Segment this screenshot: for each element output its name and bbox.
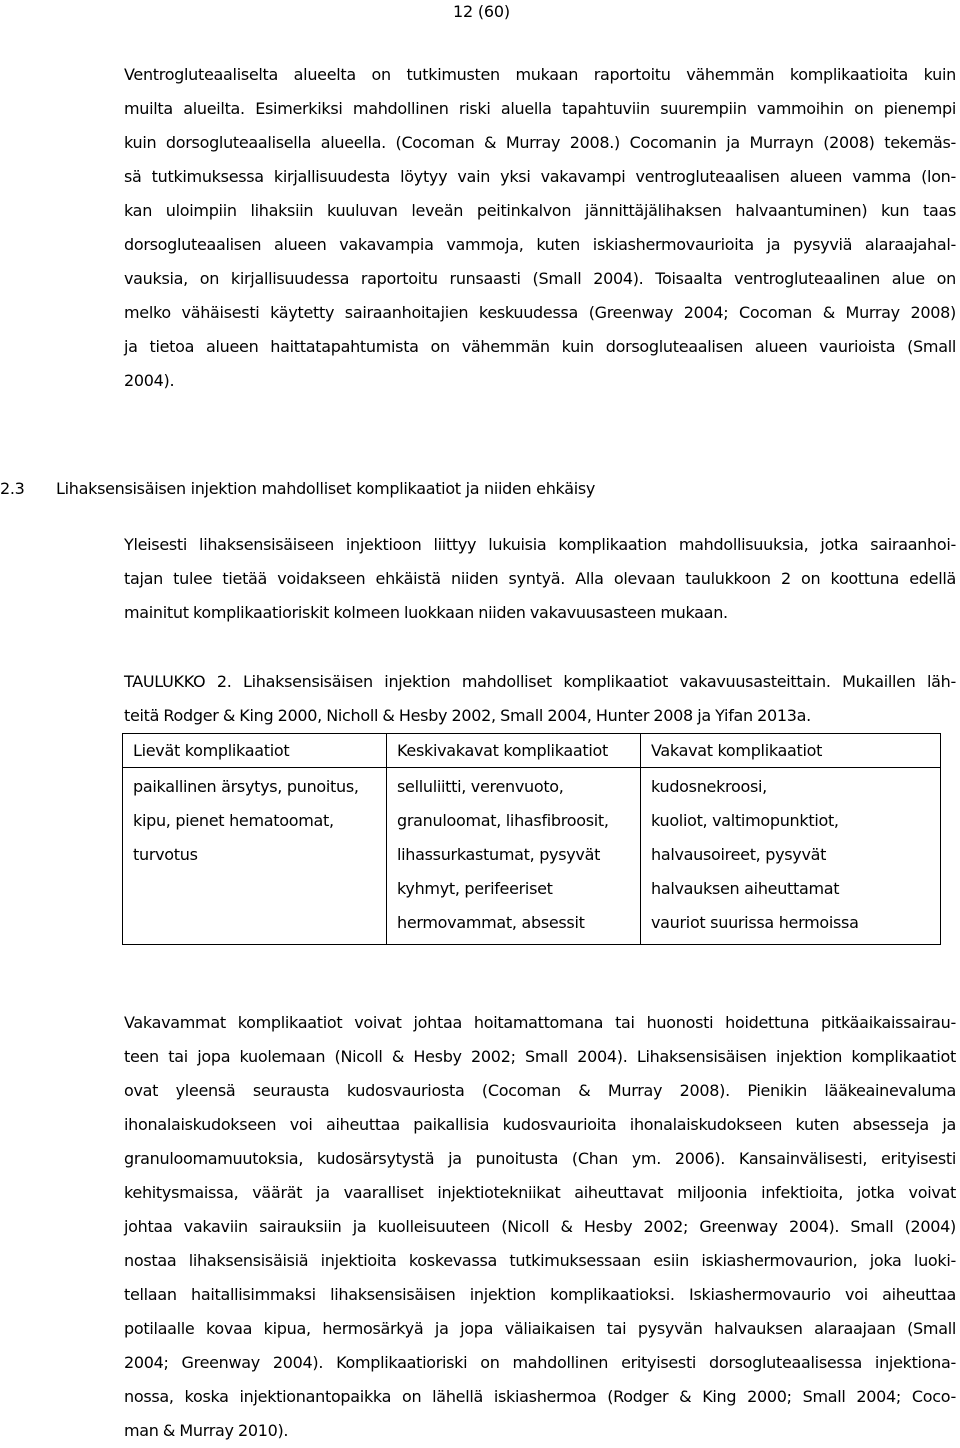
cell-line: halvausoireet, pysyvät xyxy=(651,845,827,864)
text-line: Ventrogluteaaliselta alueelta on tutkimusten mukaan raportoitu vähemmän komplikaatioita kuin xyxy=(124,65,956,84)
table-caption xyxy=(124,665,956,733)
text-line: potilaalle kovaa kipua, hermosärkyä ja jopa väliaikaisen tai pysyvän halvauksen alaraajaan (Small xyxy=(124,1319,956,1338)
cell-line: kuoliot, valtimopunktiot, xyxy=(651,811,839,830)
paragraph-ventrogluteal xyxy=(124,58,956,398)
caption-line: teitä Rodger & King 2000, Nicholl & Hesby 2002, Small 2004, Hunter 2008 ja Yifan 2013a. xyxy=(124,706,811,725)
cell-moderate xyxy=(387,768,641,945)
cell-line: paikallinen ärsytys, punoitus, xyxy=(133,777,359,796)
cell-line: halvauksen aiheuttamat xyxy=(651,879,840,898)
section-title: Lihaksensisäisen injektion mahdolliset komplikaatiot ja niiden ehkäisy xyxy=(56,479,596,498)
text-line: melko vähäisesti käytetty sairaanhoitajien keskuudessa (Greenway 2004; Cocoman & Murray 2008) xyxy=(124,303,956,322)
cell-line: kudosnekroosi, xyxy=(651,777,767,796)
cell-line: granuloomat, lihasfibroosit, xyxy=(397,811,609,830)
text-line: sä tutkimuksessa kirjallisuudesta löytyy vain yksi vakavampi ventrogluteaalisen alueen vamma (lon- xyxy=(124,167,956,186)
section-heading xyxy=(0,475,960,503)
text-line: ja tietoa alueen haittatapahtumista on vähemmän kuin dorsogluteaalisen alueen vaurioista (Small xyxy=(124,337,956,356)
section-number: 2.3 xyxy=(0,479,25,498)
text-line: nossa, koska injektionantopaikka on lähellä iskiashermoa (Rodger & King 2000; Small 2004; Coco- xyxy=(124,1387,956,1406)
cell-line: kipu, pienet hematoomat, xyxy=(133,811,334,830)
text-line: ovat yleensä seurausta kudosvauriosta (Cocoman & Murray 2008). Pienikin lääkeainevaluma xyxy=(124,1081,956,1100)
text-line: kan uloimpiin lihaksiin kuuluvan leveän peitinkalvon jännittäjälihaksen halvaantuminen) kun taas xyxy=(124,201,956,220)
cell-line: kyhmyt, perifeeriset xyxy=(397,879,553,898)
cell-line: turvotus xyxy=(133,845,198,864)
complications-table xyxy=(122,733,941,945)
text-line: mainitut komplikaatioriskit kolmeen luokkaan niiden vakavuusasteen mukaan. xyxy=(124,603,728,622)
text-line: 2004). xyxy=(124,371,175,390)
text-line: Vakavammat komplikaatiot voivat johtaa hoitamattomana tai huonosti hoidettuna pitkäaikaissairau- xyxy=(124,1013,956,1032)
header-mild: Lievät komplikaatiot xyxy=(123,734,387,768)
text-line: teen tai jopa kuolemaan (Nicoll & Hesby 2002; Small 2004). Lihaksensisäisen injektion komplikaatiot xyxy=(124,1047,956,1066)
cell-severe xyxy=(641,768,941,945)
cell-line: vauriot suurissa hermoissa xyxy=(651,913,859,932)
header-moderate: Keskivakavat komplikaatiot xyxy=(387,734,641,768)
text-line: muilta alueilta. Esimerkiksi mahdollinen riski aluella tapahtuviin suurempiin vammoihin on pienempi xyxy=(124,99,956,118)
table-header-row xyxy=(123,734,941,768)
text-line: dorsogluteaalisen alueen vakavampia vammoja, kuten iskiashermovaurioita ja pysyviä alaraajahal- xyxy=(124,235,956,254)
table-row xyxy=(123,768,941,945)
cell-line: hermovammat, absessit xyxy=(397,913,585,932)
text-line: vauksia, on kirjallisuudessa raportoitu runsaasti (Small 2004). Toisaalta ventrogluteaalinen alue on xyxy=(124,269,956,288)
text-line: johtaa vakaviin sairauksiin ja kuolleisuuteen (Nicoll & Hesby 2002; Greenway 2004). Small (2004) xyxy=(124,1217,956,1236)
text-line: kuin dorsogluteaalisella alueella. (Cocoman & Murray 2008.) Cocomanin ja Murrayn (2008) tekemäs- xyxy=(124,133,956,152)
text-line: tajan tulee tietää voidakseen ehkäistä niiden syntyä. Alla olevaan taulukkoon 2 on koottuna edellä xyxy=(124,569,956,588)
cell-line: selluliitti, verenvuoto, xyxy=(397,777,564,796)
header-severe: Vakavat komplikaatiot xyxy=(641,734,941,768)
paragraph-severe-complications xyxy=(124,1006,956,1448)
text-line: granuloomamuutoksia, kudosärsytystä ja punoitusta (Chan ym. 2006). Kansainvälisesti, erityisesti xyxy=(124,1149,956,1168)
text-line: man & Murray 2010). xyxy=(124,1421,289,1440)
cell-mild xyxy=(123,768,387,945)
text-line: Yleisesti lihaksensisäiseen injektioon liittyy lukuisia komplikaation mahdollisuuksia, jotka sairaanhoi- xyxy=(124,535,956,554)
paragraph-intro xyxy=(124,528,956,630)
page-number: 12 (60) xyxy=(453,2,510,21)
text-line: nostaa lihaksensisäisiä injektioita koskevassa tutkimuksessaan esiin iskiashermovaurion, joka luoki- xyxy=(124,1251,956,1270)
cell-line: lihassurkastumat, pysyvät xyxy=(397,845,601,864)
text-line: ihonalaiskudokseen voi aiheuttaa paikallisia kudosvaurioita ihonalaiskudokseen kuten absesseja ja xyxy=(124,1115,956,1134)
text-line: kehitysmaissa, väärät ja vaaralliset injektiotekniikat aiheuttavat miljoonia infektioita, jotka voivat xyxy=(124,1183,956,1202)
caption-line: TAULUKKO 2. Lihaksensisäisen injektion mahdolliset komplikaatiot vakavuusasteittain. Mukaillen läh- xyxy=(124,672,956,691)
text-line: tellaan haitallisimmaksi lihaksensisäisen injektion komplikaatioksi. Iskiashermovaurio voi aiheuttaa xyxy=(124,1285,956,1304)
text-line: 2004; Greenway 2004). Komplikaatioriski on mahdollinen erityisesti dorsogluteaalisessa injektiona- xyxy=(124,1353,956,1372)
